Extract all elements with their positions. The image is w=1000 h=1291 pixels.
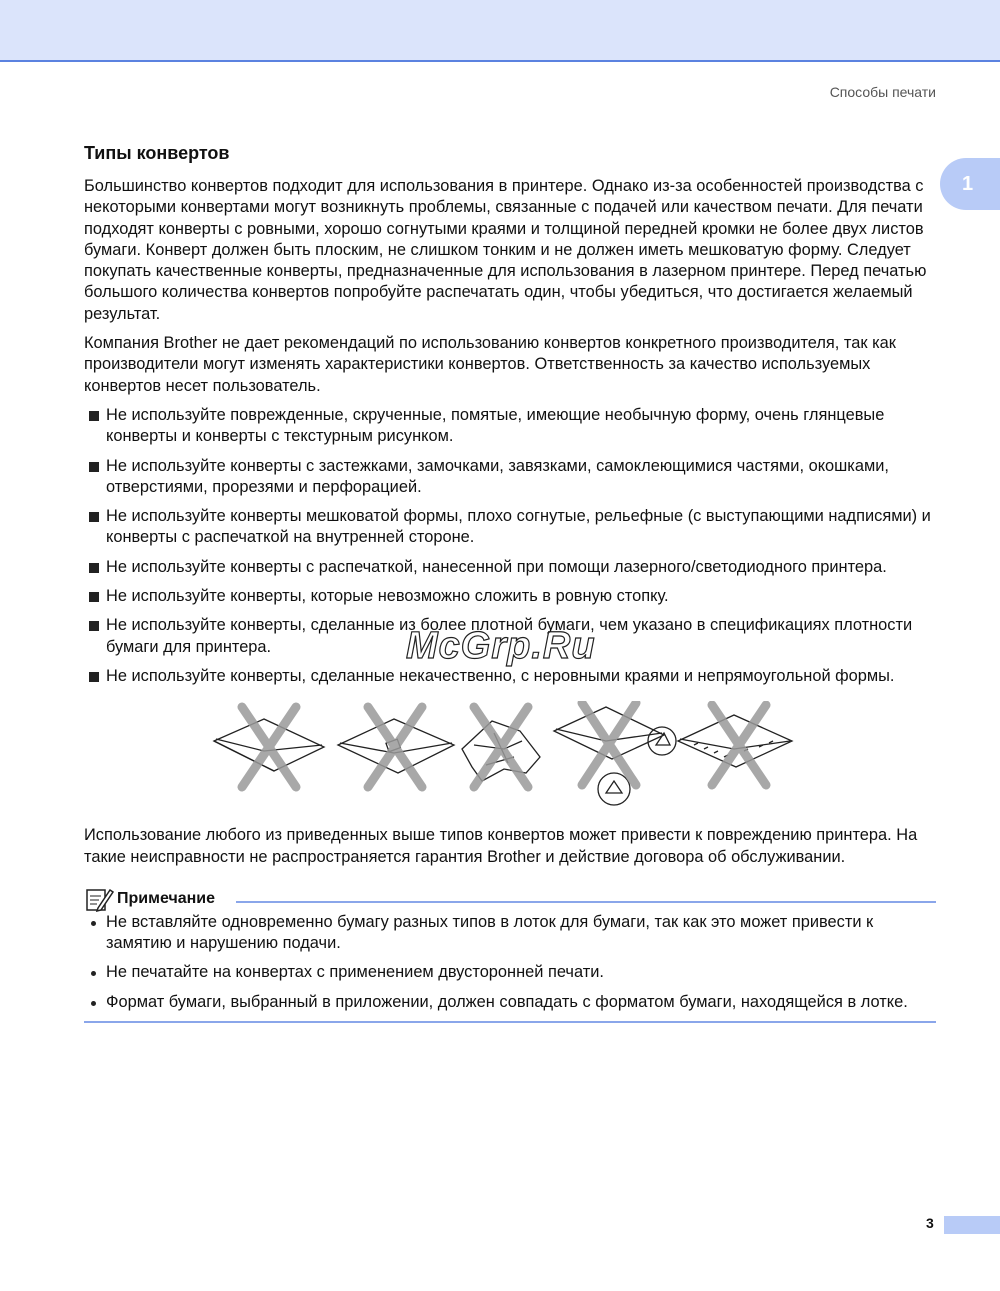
list-item-text: Не используйте конверты с застежками, замочками, завязками, самоклеющимися частями, окошками, отверстиями, прорезями и перфорацией.	[106, 456, 889, 496]
note-item	[84, 992, 936, 1013]
list-item-text: Не используйте поврежденные, скрученные, помятые, имеющие необычную форму, очень глянцевые конверты и конверты с текстурным рисунком.	[106, 405, 885, 446]
square-bullet-icon	[89, 411, 99, 421]
bad-envelopes-figure	[84, 701, 936, 819]
section-title: Типы конвертов	[84, 143, 230, 163]
note-item-text: Не печатайте на конвертах с применением двусторонней печати.	[106, 963, 604, 982]
list-item-text: Не используйте конверты с распечаткой, нанесенной при помощи лазерного/светодиодного принтера.	[106, 557, 887, 576]
square-bullet-icon	[89, 592, 99, 602]
note-bottom-divider	[84, 1021, 936, 1023]
after-figure-paragraph: Использование любого из приведенных выше типов конвертов может привести к повреждению принтера. На такие неисправности не распространяется гарантия Brother и действие договора об обслуживании.	[84, 826, 918, 866]
square-bullet-icon	[89, 512, 99, 522]
square-bullet-icon	[89, 672, 99, 682]
note-header	[84, 886, 936, 912]
bad-envelopes-crossed-icon	[204, 701, 804, 819]
square-bullet-icon	[89, 621, 99, 631]
list-item	[84, 666, 936, 687]
square-bullet-icon	[89, 462, 99, 472]
running-header: Способы печати	[829, 84, 936, 100]
list-item-text: Не используйте конверты, сделанные некачественно, с неровными краями и непрямоугольной формы.	[106, 666, 895, 685]
note-divider	[236, 901, 936, 903]
page-content	[84, 143, 936, 1023]
list-item	[84, 456, 936, 499]
list-item-text: Не используйте конверты, сделанные из более плотной бумаги, чем указано в спецификациях плотности бумаги для принтера.	[106, 616, 913, 656]
chapter-tab: 1	[940, 158, 1000, 210]
note-item	[84, 962, 936, 983]
note-title: Примечание	[117, 889, 216, 907]
intro-paragraph: Большинство конвертов подходит для использования в принтере. Однако из-за особенностей производства с некоторыми конвертами могут возникнуть проблемы, связанные с подачей или качеством печати. Для печати подходят конверты с ровными, хорошо согнутыми краями и толщиной передней кромки не более двух листов бумаги. Конверт должен быть плоским, не слишком тонким и не должен иметь мешковатую форму. Следует покупать качественные конверты, предназначенные для использования в лазерном принтере. Перед печатью большого количества конвертов попробуйте распечатать один, чтобы убедиться, что достигается желаемый результат.	[84, 177, 927, 323]
pencil-note-icon	[84, 886, 114, 912]
note-item-text: Формат бумаги, выбранный в приложении, должен совпадать с форматом бумаги, находящейся в лотке.	[106, 992, 908, 1011]
dot-bullet-icon	[91, 921, 96, 926]
page-number: 3	[926, 1215, 934, 1231]
dot-bullet-icon	[91, 1001, 96, 1006]
note-item-text: Не вставляйте одновременно бумагу разных типов в лоток для бумаги, так как это может привести к замятию и нарушению подачи.	[106, 912, 874, 953]
list-item	[84, 506, 936, 549]
note-item	[84, 912, 936, 955]
watermark: McGrp.Ru	[406, 625, 596, 667]
note-list	[84, 912, 936, 1013]
brother-paragraph: Компания Brother не дает рекомендаций по использованию конвертов конкретного производителя, так как производители могут изменять характеристики конвертов. Ответственность за качество используемых конвертов несет пользователь.	[84, 334, 896, 395]
list-item	[84, 405, 936, 448]
list-item	[84, 557, 936, 578]
square-bullet-icon	[89, 563, 99, 573]
top-accent-band	[0, 0, 1000, 62]
list-item	[84, 586, 936, 607]
page-tab	[944, 1216, 1000, 1234]
list-item-text: Не используйте конверты, которые невозможно сложить в ровную стопку.	[106, 587, 669, 606]
list-item-text: Не используйте конверты мешковатой формы, плохо согнутые, рельефные (с выступающими надписями) и конверты с распечаткой на внутренней стороне.	[106, 507, 931, 547]
dot-bullet-icon	[91, 971, 96, 976]
